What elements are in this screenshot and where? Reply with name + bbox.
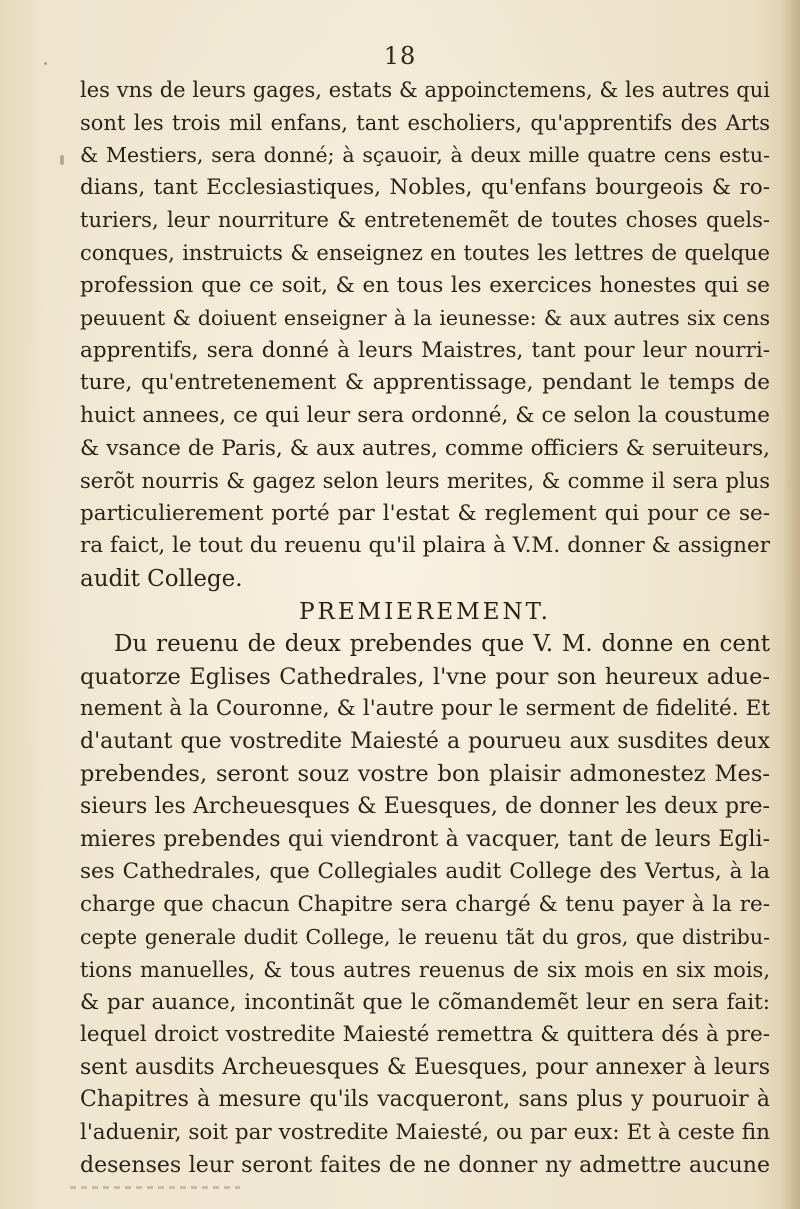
text-line: peuuent & doiuent enseigner à la ieunesse: & aux autres six cens <box>80 306 770 331</box>
text-line: ses Cathedrales, que Collegiales audit College des Vertus, à la <box>80 859 770 885</box>
ink-smudge <box>60 155 64 165</box>
text-line: charge que chacun Chapitre sera chargé & tenu payer à la re- <box>80 891 770 917</box>
text-line: desenses leur seront faites de ne donner ny admettre aucune <box>80 1152 770 1178</box>
text-line: sont les trois mil enfans, tant escholiers, qu'apprentifs des Arts <box>80 110 770 135</box>
text-line: tions manuelles, & tous autres reuenus de six mois en six mois, <box>80 958 770 983</box>
text-line: Du reuenu de deux prebendes que V. M. donne en cent <box>114 631 770 658</box>
text-line: apprentifs, sera donné à leurs Maistres, tant pour leur nourri- <box>80 337 770 363</box>
text-line: ture, qu'entretenement & apprentissage, pendant le temps de <box>80 370 770 396</box>
ink-bleed-through <box>70 1186 240 1189</box>
text-line: conques, instruicts & enseignez en toutes les lettres de quelque <box>80 240 770 265</box>
text-line: mieres prebendes qui viendront à vacquer, tant de leurs Egli- <box>80 826 770 852</box>
body-text <box>80 74 770 1182</box>
text-line: & Mestiers, sera donné; à sçauoir, à deux mille quatre cens estu- <box>80 143 770 168</box>
text-line: Chapitres à mesure qu'ils vacqueront, sans plus y pouruoir à <box>80 1087 770 1113</box>
text-line: turiers, leur nourriture & entretenemẽt de toutes choses quels- <box>80 208 770 233</box>
page-edge-shadow <box>782 0 800 1209</box>
text-line: & vsance de Paris, & aux autres, comme officiers & seruiteurs, <box>80 435 770 461</box>
text-line: ra faict, le tout du reuenu qu'il plaira à V.M. donner & assigner <box>80 533 770 559</box>
text-line: lequel droict vostredite Maiesté remettra & quittera dés à pre- <box>80 1022 770 1048</box>
text-line: prebendes, seront souz vostre bon plaisir admonestez Mes- <box>80 761 770 788</box>
text-line: l'aduenir, soit par vostredite Maiesté, ou par eux: Et à ceste fin <box>80 1120 770 1145</box>
text-line: particulierement porté par l'estat & reglement qui pour ce se- <box>80 500 770 526</box>
text-line: sent ausdits Archeuesques & Euesques, pour annexer à leurs <box>80 1054 770 1080</box>
text-line: audit College. <box>80 565 243 592</box>
text-line: & par auance, incontinãt que le cõmandemẽt leur en sera fait: <box>80 989 770 1015</box>
text-line: dians, tant Ecclesiastiques, Nobles, qu'enfans bourgeois & ro- <box>80 174 770 200</box>
page-number: 18 <box>383 42 417 70</box>
section-heading: PREMIEREMENT. <box>299 598 551 625</box>
text-line: huict annees, ce qui leur sera ordonné, & ce selon la coustume <box>80 402 770 428</box>
text-line: sieurs les Archeuesques & Euesques, de donner les deux pre- <box>80 794 770 820</box>
text-line: profession que ce soit, & en tous les exercices honestes qui se <box>80 272 770 298</box>
text-line: nement à la Couronne, & l'autre pour le serment de fidelité. Et <box>80 696 770 722</box>
text-line: cepte generale dudit College, le reuenu tãt du gros, que distribu- <box>80 925 770 950</box>
text-line: serõt nourris & gagez selon leurs merites, & comme il sera plus <box>80 469 770 494</box>
text-line: les vns de leurs gages, estats & appoinctemens, & les autres qui <box>80 78 770 102</box>
text-line: quatorze Eglises Cathedrales, l'vne pour son heureux adue- <box>80 663 770 690</box>
text-line: d'autant que vostredite Maiesté a pourueu aux susdites deux <box>80 728 770 754</box>
